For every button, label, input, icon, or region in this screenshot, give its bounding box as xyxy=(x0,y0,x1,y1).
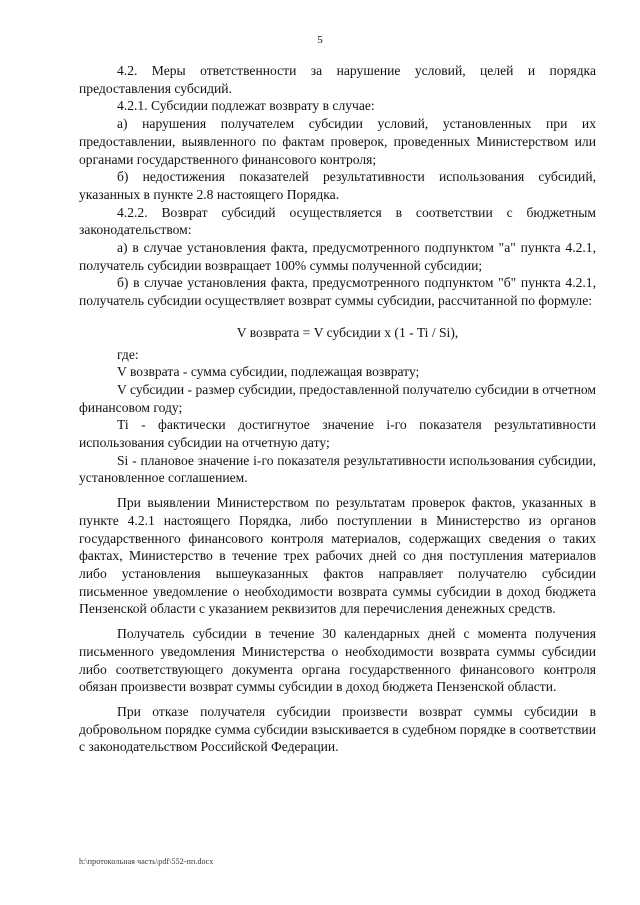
definition-si: Si - плановое значение i-го показателя результативности использования субсидии, установленное соглашением. xyxy=(79,452,596,486)
definition-v-subsidy: V субсидии - размер субсидии, предоставленной получателю субсидии в отчетном финансовом году; xyxy=(79,381,596,415)
definition-v-refund: V возврата - сумма субсидии, подлежащая возврату; xyxy=(117,364,420,380)
page-number: 5 xyxy=(317,34,323,46)
paragraph-4-2-2-a: а) в случае установления факта, предусмотренного подпунктом "а" пункта 4.2.1, получатель субсидии возвращает 100% суммы полученной субсидии; xyxy=(79,240,596,273)
definition-ti: Ti - фактически достигнутое значение i-го показателя результативности использования субсидии на отчетную дату; xyxy=(79,417,596,451)
paragraph-4-2-2-b: б) в случае установления факта, предусмотренного подпунктом "б" пункта 4.2.1, получатель субсидии осуществляет возврат суммы субсидии, рассчитанной по формуле: xyxy=(79,275,596,309)
file-path-footer: h:\протокольная часть\pdf\552-пп.docx xyxy=(79,857,214,866)
paragraph-4-2-1-b: б) недостижения показателей результативности использования субсидий, указанных в пункте 2.8 настоящего Порядка. xyxy=(79,169,596,202)
paragraph-4-2-1-a: а) нарушения получателем субсидии условий, установленных при их предоставлении, выявленного по фактам проверок, проведенных Министерством или органами государственного финансового контроля; xyxy=(79,116,596,167)
paragraph-4-2: 4.2. Меры ответственности за нарушение условий, целей и порядка предоставления субсидий. xyxy=(79,63,596,96)
paragraph-ministry-notice: При выявлении Министерством по результатам проверок фактов, указанных в пункте 4.2.1 настоящего Порядка, либо поступлении в Министерство из органов государственного финансового контроля материалов, содержащих сведения о таких фактах, Министерство в течение трех рабочих дней со дня поступления материалов либо установления вышеуказанных фактов направляет получателю субсидии письменное уведомление о необходимости возврата суммы субсидии в доход бюджета Пензенской области с указанием реквизитов для перечисления денежных средств. xyxy=(79,495,596,617)
refund-formula: V возврата = V субсидии x (1 - Ti / Si), xyxy=(236,324,459,340)
paragraph-court-recovery: При отказе получателя субсидии произвести возврат суммы субсидии в добровольном порядке сумма субсидии взыскивается в судебном порядке в соответствии с законодательством Российской Федерации. xyxy=(79,703,596,755)
paragraph-recipient-refund: Получатель субсидии в течение 30 календарных дней с момента получения письменного уведомления Министерства о необходимости возврата суммы субсидии либо соответствующего документа органа государственного финансового контроля обязан произвести возврат суммы субсидии в доход бюджета Пензенской области. xyxy=(79,626,596,695)
where-label: где: xyxy=(117,346,139,362)
paragraph-4-2-1: 4.2.1. Субсидии подлежат возврату в случае: xyxy=(117,98,375,114)
paragraph-4-2-2: 4.2.2. Возврат субсидий осуществляется в соответствии с бюджетным законодательством: xyxy=(79,204,596,238)
document-body xyxy=(79,62,596,756)
